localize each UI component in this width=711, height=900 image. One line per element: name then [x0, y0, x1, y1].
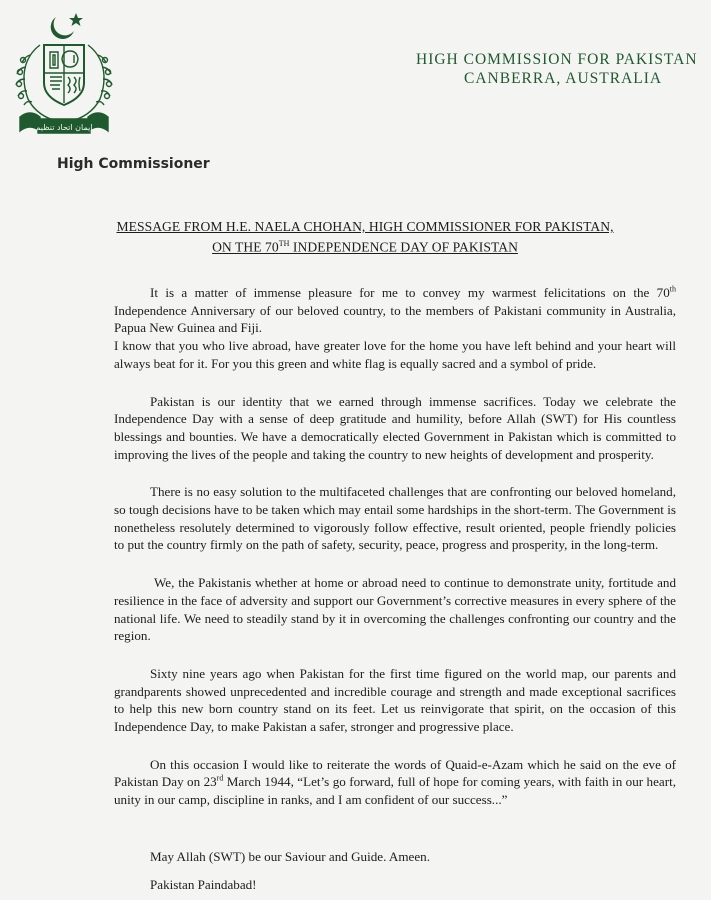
paragraph-4 — [114, 574, 676, 645]
paragraph-6-end: March 1944, “Let’s go forward, full of hope for coming years, with faith in our heart, unity in our camp, discipline in ranks, and I am confident of our success...” — [114, 774, 676, 808]
paragraph-1a-start: It is a matter of immense pleasure for me to convey my warmest felicitations on the 70 — [150, 285, 670, 300]
emblem-motto: ایمان اتحاد تنظیم — [35, 123, 93, 132]
organization-location: CANBERRA, AUSTRALIA — [464, 70, 663, 87]
paragraph-1a-end: Independence Anniversary of our beloved country, to the members of Pakistani community in Australia, Papua New Guinea and Fiji. — [114, 302, 676, 336]
paragraph-1a — [114, 284, 676, 337]
organization-name: HIGH COMMISSION FOR PAKISTAN — [416, 51, 698, 68]
paragraph-4-text: We, the Pakistanis whether at home or abroad need to continue to demonstrate unity, fortitude and resilience in the face of adversity and support our Government’s corrective measures in every sphere of the national life. We need to steadily stand by it in overcoming the challenges confronting our country and the region. — [114, 575, 676, 644]
sender-role: High Commissioner — [57, 156, 210, 172]
closing-salutation: Pakistan Paindabad! — [150, 877, 257, 892]
paragraph-2 — [114, 393, 676, 464]
paragraph-1a-superscript: th — [669, 284, 676, 294]
paragraph-6-superscript: rd — [216, 774, 224, 784]
paragraph-1b: I know that you who live abroad, have greater love for the home you have left behind and your heart will always beat for it. For you this green and white flag is equally sacred and a symbol of pride. — [114, 338, 676, 371]
paragraph-2-text: Pakistan is our identity that we earned through immense sacrifices. Today we celebrate the Independence Day with a sense of deep gratitude and humility, before Allah (SWT) for His countless blessings and bounties. We have a democratically elected Government in Pakistan which is committed to improving the lives of the people and taking the country to new heights of development and prosperity. — [114, 393, 676, 462]
paragraph-6-start: On this occasion I would like to reiterate the words of Quaid-e-Azam which he said on the eve of Pakistan Day on 23 — [114, 756, 676, 790]
paragraph-5 — [114, 665, 676, 736]
paragraph-6 — [114, 756, 676, 809]
closing-prayer: May Allah (SWT) be our Saviour and Guide. Ameen. — [150, 849, 430, 864]
message-body — [114, 284, 676, 822]
paragraph-5-text: Sixty nine years ago when Pakistan for the first time figured on the world map, our parents and grandparents showed unprecedented and incredible courage and strength and made exceptional sacrifices to help this new born country stand on its feet. Let us reinvigorate that spirit, on the occasion of this Independence Day, to make Pakistan a safer, stronger and progressive place. — [114, 665, 676, 735]
heading-line-2 — [95, 235, 635, 256]
paragraph-3 — [114, 483, 676, 554]
paragraph-3-text: There is no easy solution to the multifaceted challenges that are confronting our beloved homeland, so tough decisions have to be taken which may entail some hardships in the short-term. The Government is nonetheless resolutely determined to vigorously follow effective, result oriented, people friendly policies to put the country firmly on the path of safety, security, peace, progress and prosperity, in the long-term. — [114, 484, 676, 553]
heading-line-2-start: ON THE 70 — [212, 239, 279, 255]
pakistan-state-emblem — [10, 5, 118, 137]
letterhead-organization — [380, 50, 711, 88]
heading-superscript: TH — [278, 239, 290, 248]
message-heading — [95, 218, 635, 256]
heading-line-1: MESSAGE FROM H.E. NAELA CHOHAN, HIGH COMMISSIONER FOR PAKISTAN, — [116, 219, 614, 234]
heading-line-2-end: INDEPENDENCE DAY OF PAKISTAN — [289, 239, 518, 255]
